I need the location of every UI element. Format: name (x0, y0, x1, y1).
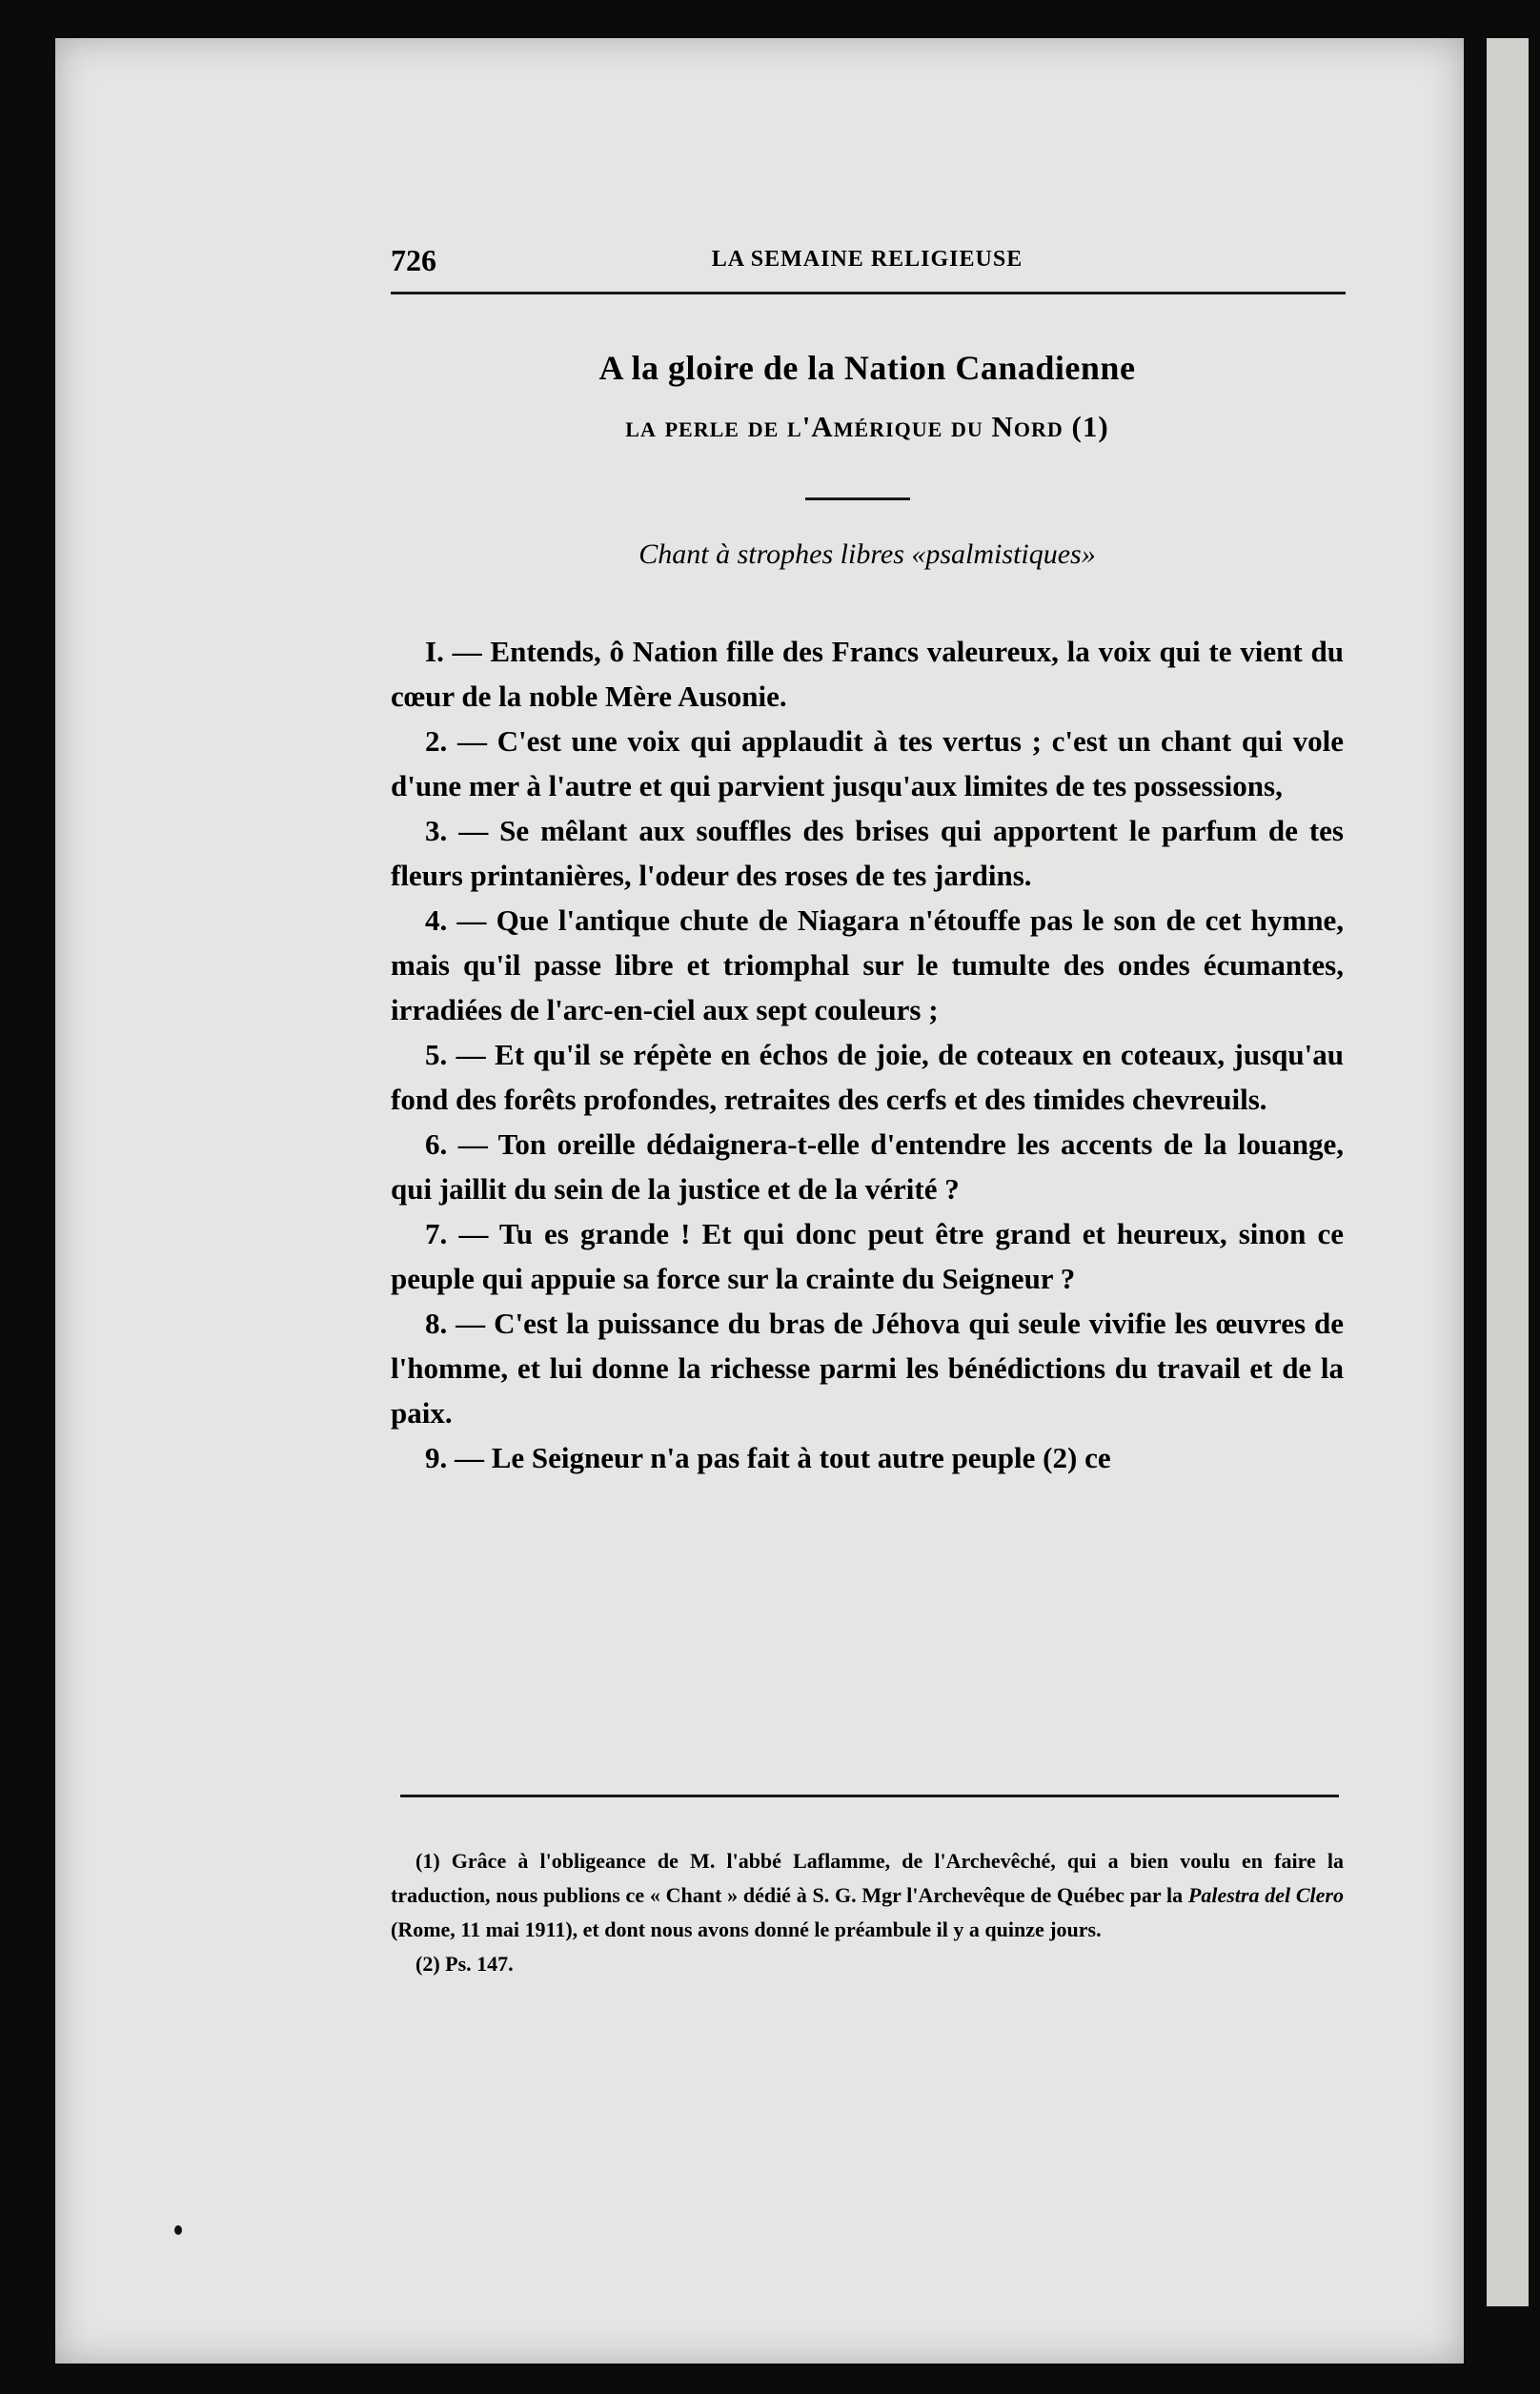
journal-title: LA SEMAINE RELIGIEUSE (711, 247, 1023, 272)
verse: 3. — Se mêlant aux souffles des brises qui apportent le parfum de tes fleurs printanières, l'odeur des roses de tes jardins. (391, 814, 1344, 892)
verse: 4. — Que l'antique chute de Niagara n'étouffe pas le son de cet hymne, mais qu'il passe libre et triomphal sur le tumulte des ondes écumantes, irradiées de l'arc-en-ciel aux sept couleurs ; (391, 903, 1344, 1026)
verse: 5. — Et qu'il se répète en échos de joie, de coteaux en coteaux, jusqu'au fond des forêts profondes, retraites des cerfs et des timides chevreuils. (391, 1038, 1344, 1116)
footnote-2: (2) Ps. 147. (415, 1952, 514, 1976)
header-rule (391, 292, 1346, 294)
page-number: 726 (391, 243, 436, 277)
footnote-rule (400, 1795, 1339, 1797)
title-divider (805, 497, 910, 500)
article-epigraph: Chant à strophes libres «psalmistiques» (638, 538, 1096, 570)
verse: 6. — Ton oreille dédaignera-t-elle d'entendre les accents de la louange, qui jaillit du sein de la justice et de la vérité ? (391, 1127, 1344, 1206)
footnote-1-italic: Palestra del Clero (1187, 1883, 1344, 1907)
verse: 8. — C'est la puissance du bras de Jéhova qui seule vivifie les œuvres de l'homme, et lui donne la richesse parmi les bénédictions du travail et de la paix. (391, 1307, 1344, 1430)
footnote-1 (391, 1844, 1344, 1947)
footnotes (391, 1844, 1344, 1981)
verse: 9. — Le Seigneur n'a pas fait à tout autre peuple (2) ce (425, 1441, 1111, 1474)
adjacent-page-edge (1487, 38, 1529, 2306)
footnote-1-text-b: (Rome, 11 mai 1911), et dont nous avons donné le préambule il y a quinze jours. (391, 1917, 1102, 1941)
article-subtitle: la perle de l'Amérique du Nord (1) (625, 410, 1109, 443)
footnote-1-text-a: (1) Grâce à l'obligeance de M. l'abbé Laflamme, de l'Archevêché, qui a bien voulu en faire la traduction, nous publions ce « Chant » dédié à S. G. Mgr l'Archevêque de Québec par la (391, 1849, 1344, 1907)
verse: 7. — Tu es grande ! Et qui donc peut être grand et heureux, sinon ce peuple qui appuie sa force sur la crainte du Seigneur ? (391, 1217, 1344, 1295)
article-title: A la gloire de la Nation Canadienne (598, 349, 1136, 387)
ink-speck (174, 2225, 182, 2235)
verse: 2. — C'est une voix qui applaudit à tes vertus ; c'est un chant qui vole d'une mer à l'autre et qui parvient jusqu'aux limites de tes possessions, (391, 724, 1344, 802)
running-head (391, 243, 1344, 281)
verse: I. — Entends, ô Nation fille des Francs valeureux, la voix qui te vient du cœur de la noble Mère Ausonie. (391, 635, 1344, 713)
article-body (391, 629, 1344, 1480)
